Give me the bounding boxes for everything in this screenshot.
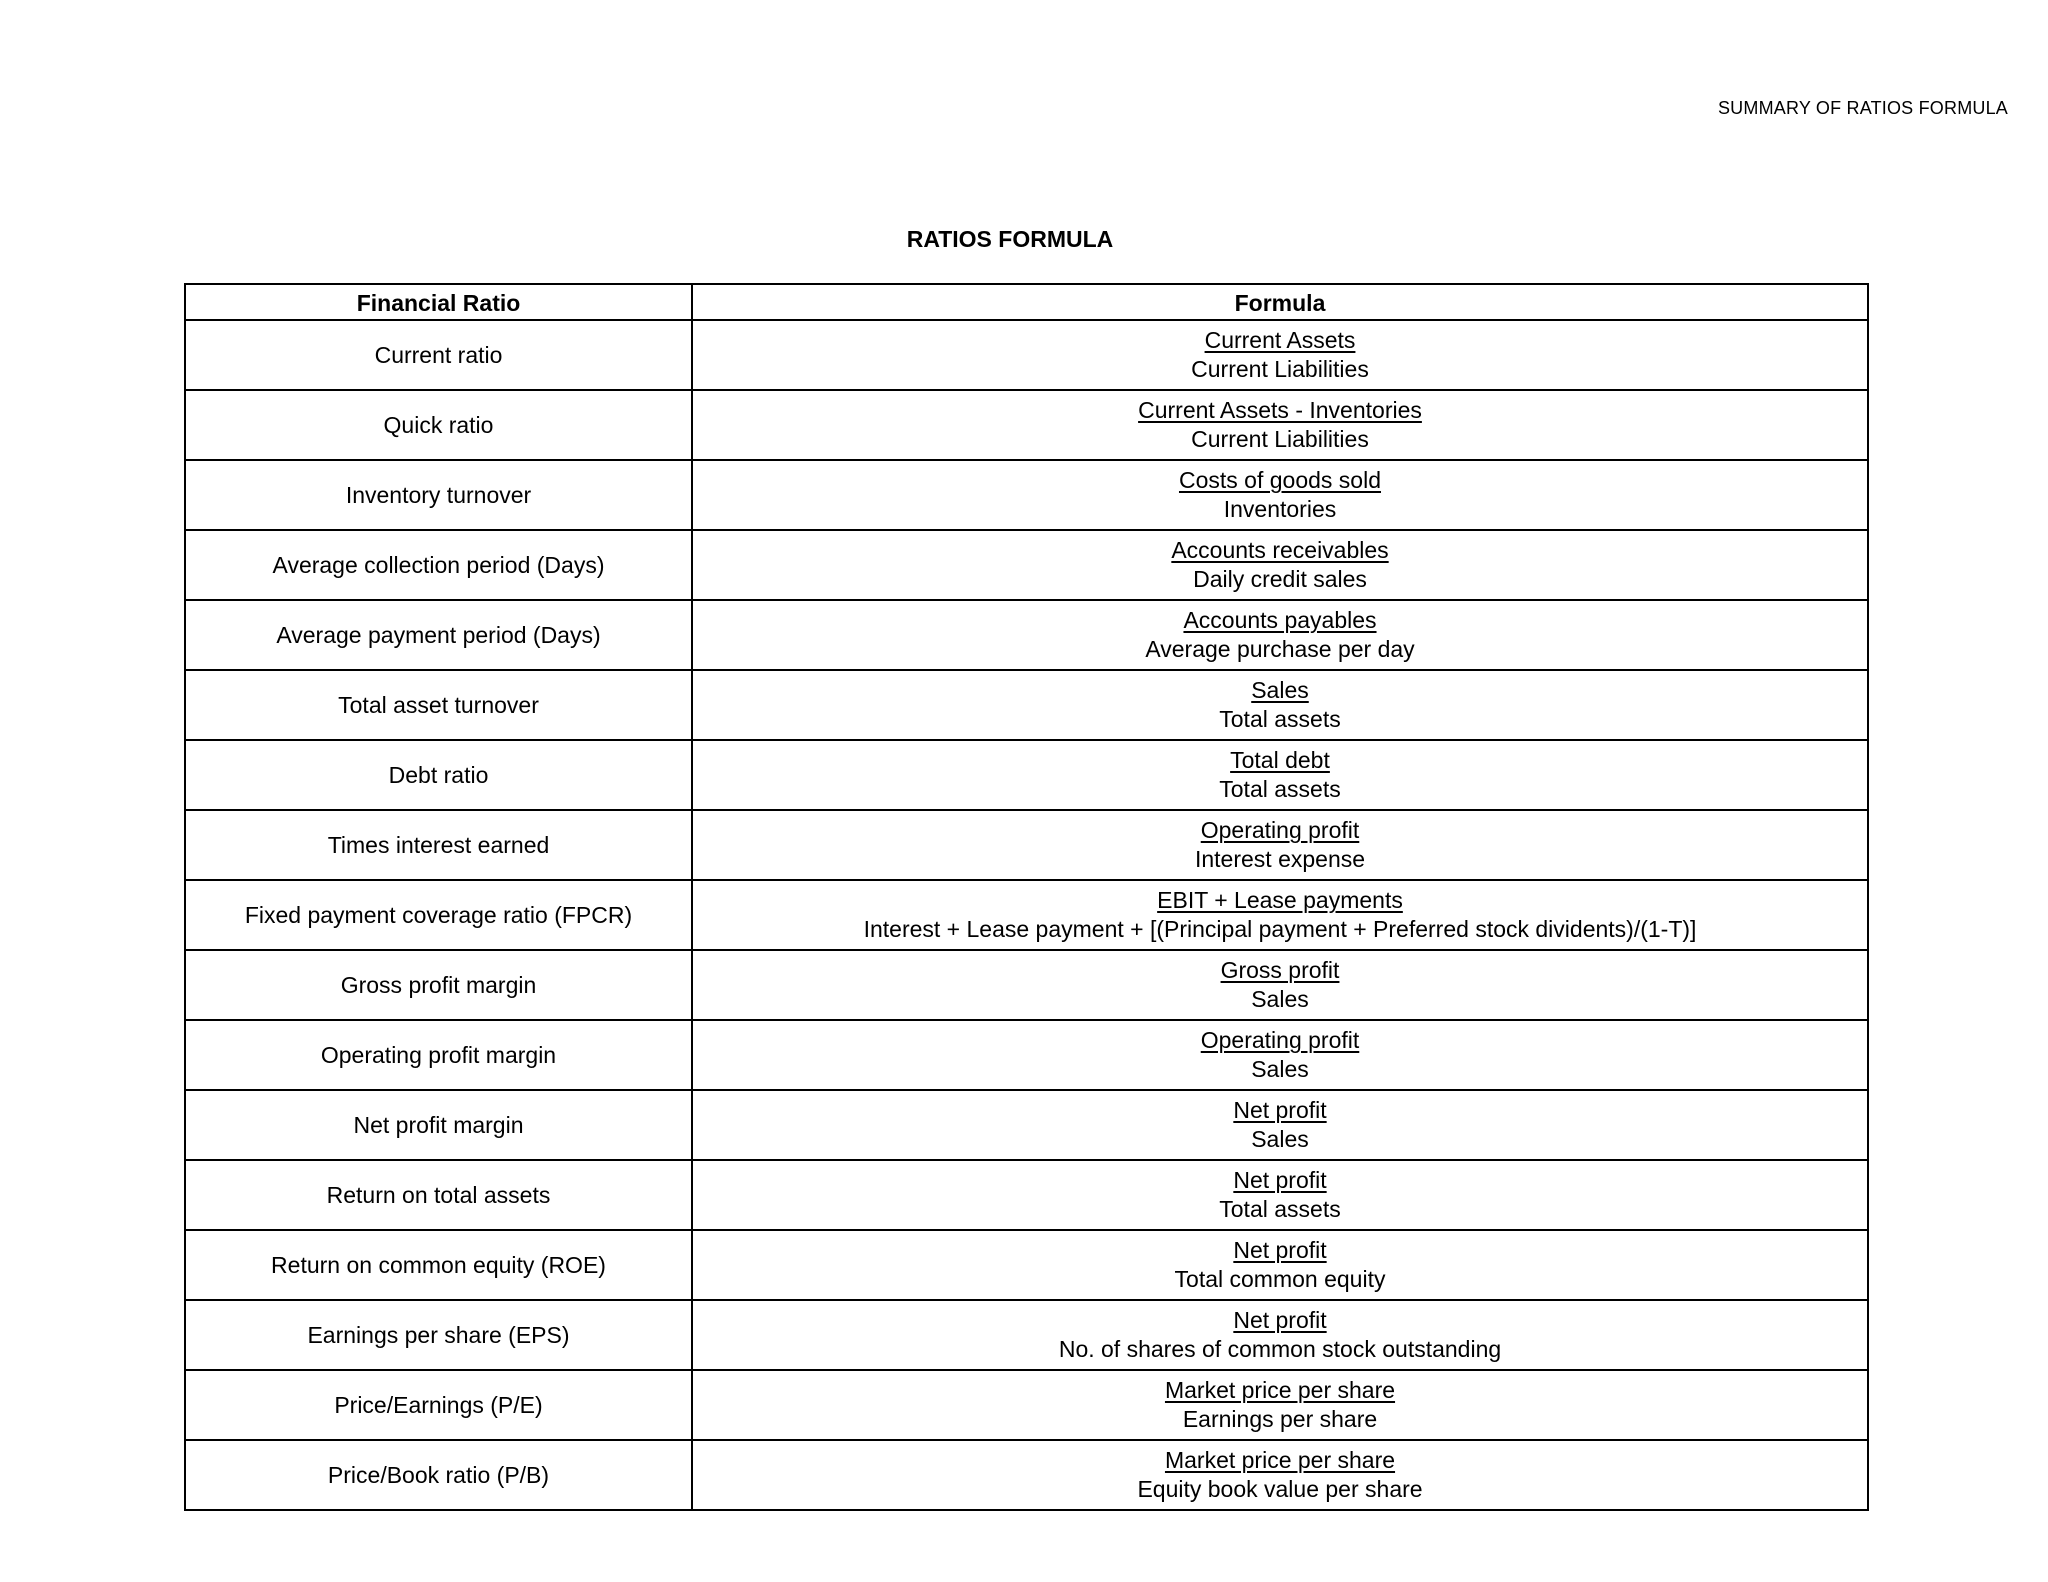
formula-cell: [692, 740, 1868, 810]
formula-numerator: Total debt: [1230, 747, 1330, 773]
formula-cell: [692, 670, 1868, 740]
ratios-table: [184, 283, 1869, 1511]
table-row: [185, 670, 1868, 740]
formula-denominator: Inventories: [1223, 496, 1337, 522]
ratio-name: Fixed payment coverage ratio (FPCR): [185, 880, 692, 950]
formula-cell: [692, 530, 1868, 600]
formula-numerator: Net profit: [1233, 1307, 1327, 1333]
formula-numerator: Market price per share: [1164, 1377, 1396, 1403]
formula-cell: [692, 810, 1868, 880]
formula-cell: [692, 950, 1868, 1020]
formula-numerator: Market price per share: [1164, 1447, 1396, 1473]
formula-denominator: Equity book value per share: [1137, 1476, 1423, 1502]
formula-numerator: EBIT + Lease payments: [1157, 887, 1403, 913]
formula-denominator: Interest expense: [1194, 846, 1366, 872]
ratio-name: Average payment period (Days): [185, 600, 692, 670]
table-row: [185, 1090, 1868, 1160]
ratio-name: Current ratio: [185, 320, 692, 390]
ratio-name: Earnings per share (EPS): [185, 1300, 692, 1370]
table-row: [185, 390, 1868, 460]
formula-cell: [692, 1300, 1868, 1370]
formula-numerator: Costs of goods sold: [1178, 467, 1381, 493]
ratio-name: Return on total assets: [185, 1160, 692, 1230]
formula-cell: [692, 460, 1868, 530]
ratio-name: Return on common equity (ROE): [185, 1230, 692, 1300]
formula-cell: [692, 320, 1868, 390]
column-header-financial-ratio: Financial Ratio: [185, 284, 692, 320]
ratio-name: Operating profit margin: [185, 1020, 692, 1090]
formula-numerator: Gross profit: [1220, 957, 1340, 983]
table-row: [185, 810, 1868, 880]
ratio-name: Average collection period (Days): [185, 530, 692, 600]
table-row: [185, 880, 1868, 950]
formula-denominator: Earnings per share: [1182, 1406, 1378, 1432]
ratio-name: Gross profit margin: [185, 950, 692, 1020]
running-header: SUMMARY OF RATIOS FORMULA: [1717, 98, 2008, 118]
ratio-name: Price/Book ratio (P/B): [185, 1440, 692, 1510]
table-row: [185, 1020, 1868, 1090]
page-title: RATIOS FORMULA: [906, 226, 1114, 252]
formula-numerator: Net profit: [1233, 1097, 1327, 1123]
formula-numerator: Net profit: [1233, 1237, 1327, 1263]
formula-cell: [692, 1020, 1868, 1090]
formula-denominator: Total assets: [1219, 1196, 1341, 1222]
formula-denominator: Sales: [1251, 986, 1309, 1012]
formula-denominator: No. of shares of common stock outstanding: [1058, 1336, 1502, 1362]
formula-numerator: Accounts payables: [1183, 607, 1377, 633]
formula-numerator: Operating profit: [1200, 1027, 1360, 1053]
table-row: [185, 950, 1868, 1020]
formula-numerator: Operating profit: [1200, 817, 1360, 843]
formula-numerator: Current Assets - Inventories: [1138, 397, 1422, 423]
table-row: [185, 1370, 1868, 1440]
formula-denominator: Average purchase per day: [1145, 636, 1415, 662]
table-row: [185, 600, 1868, 670]
table-row: [185, 740, 1868, 810]
formula-cell: [692, 1160, 1868, 1230]
formula-numerator: Net profit: [1233, 1167, 1327, 1193]
formula-denominator: Daily credit sales: [1193, 566, 1367, 592]
formula-cell: [692, 1090, 1868, 1160]
table-row: [185, 460, 1868, 530]
formula-cell: [692, 600, 1868, 670]
formula-denominator: Current Liabilities: [1191, 356, 1369, 382]
formula-numerator: Sales: [1251, 677, 1309, 703]
ratio-name: Net profit margin: [185, 1090, 692, 1160]
table-row: [185, 1230, 1868, 1300]
table-row: [185, 1160, 1868, 1230]
formula-denominator: Sales: [1251, 1126, 1309, 1152]
table-row: [185, 320, 1868, 390]
ratio-name: Inventory turnover: [185, 460, 692, 530]
formula-cell: [692, 880, 1868, 950]
ratio-name: Total asset turnover: [185, 670, 692, 740]
ratio-name: Debt ratio: [185, 740, 692, 810]
formula-denominator: Interest + Lease payment + [(Principal payment + Preferred stock dividents)/(1-T)]: [863, 916, 1697, 942]
table-header-row: [185, 284, 1868, 320]
column-header-formula: Formula: [692, 284, 1868, 320]
formula-denominator: Current Liabilities: [1191, 426, 1369, 452]
table-row: [185, 1440, 1868, 1510]
table-row: [185, 1300, 1868, 1370]
formula-denominator: Total common equity: [1174, 1266, 1386, 1292]
table-row: [185, 530, 1868, 600]
formula-cell: [692, 1370, 1868, 1440]
formula-cell: [692, 1440, 1868, 1510]
formula-denominator: Total assets: [1219, 776, 1341, 802]
formula-numerator: Current Assets: [1204, 327, 1356, 353]
formula-cell: [692, 1230, 1868, 1300]
formula-denominator: Sales: [1251, 1056, 1309, 1082]
ratio-name: Quick ratio: [185, 390, 692, 460]
formula-denominator: Total assets: [1219, 706, 1341, 732]
formula-numerator: Accounts receivables: [1171, 537, 1389, 563]
ratio-name: Price/Earnings (P/E): [185, 1370, 692, 1440]
ratio-name: Times interest earned: [185, 810, 692, 880]
formula-cell: [692, 390, 1868, 460]
